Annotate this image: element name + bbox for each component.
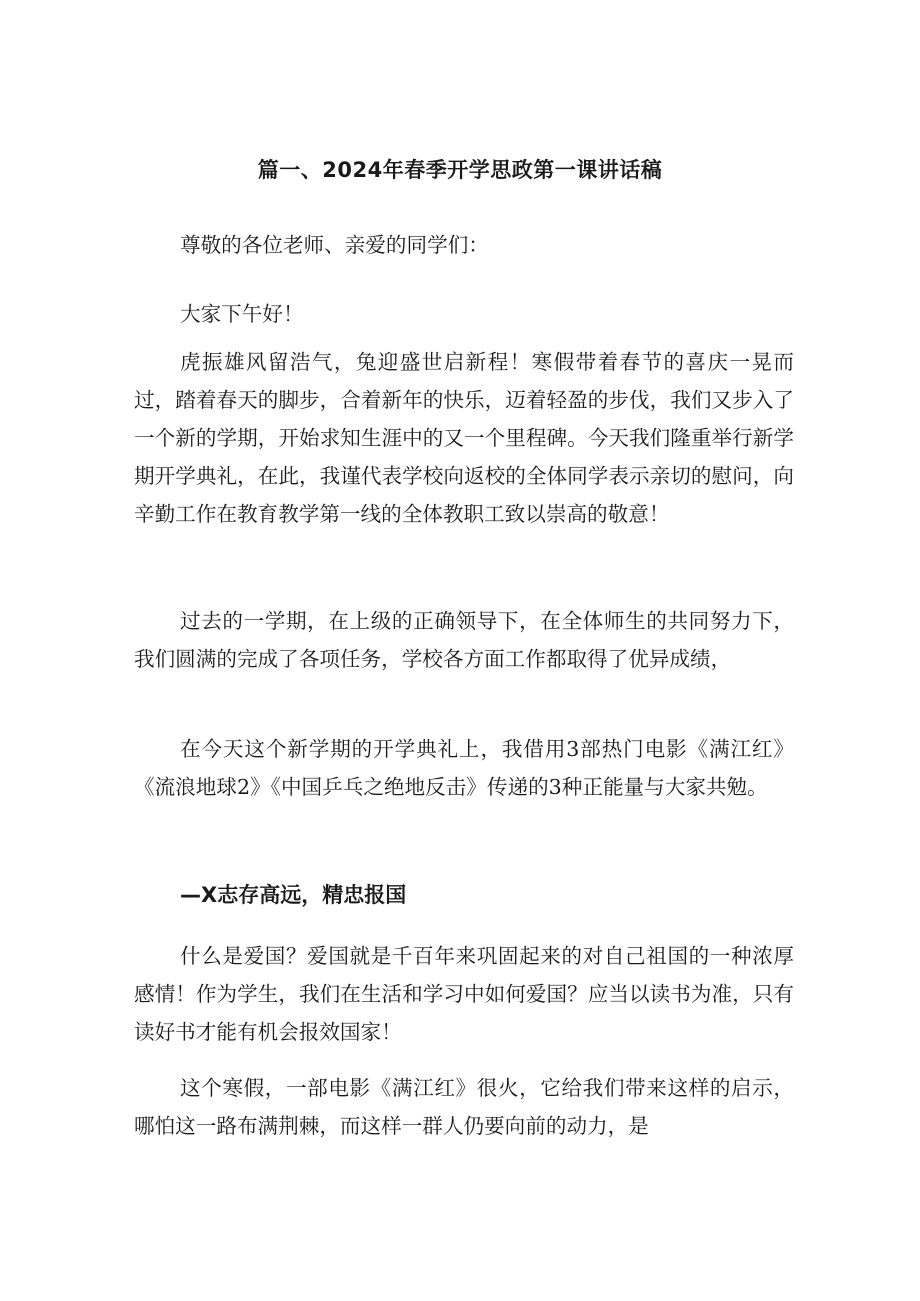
paragraph-films: 在今天这个新学期的开学典礼上，我借用3部热门电影《满江红》《流浪地球2》《中国乒乓之绝地反击》传递的3种正能量与大家共勉。 (134, 737, 794, 799)
paragraph-film-manjianghong: 这个寒假，一部电影《满江红》很火，它给我们带来这样的启示，哪怕这一路布满荆棘，而这样一群人仍要向前的动力，是 (134, 1076, 794, 1138)
paragraph-patriotism: 什么是爱国？爱国就是千百年来巩固起来的对自己祖国的一种浓厚感情！作为学生，我们在生活和学习中如何爱国？应当以读书为准，只有读好书才能有机会报效国家！ (134, 944, 794, 1044)
document-title: 篇一、2024年春季开学思政第一课讲话稿 (257, 158, 663, 182)
greeting: 大家下午好！ (180, 302, 304, 326)
section-heading: —X志存高远，精忠报国 (180, 883, 407, 907)
salutation: 尊敬的各位老师、亲爱的同学们： (180, 233, 489, 257)
paragraph-opening: 虎振雄风留浩气，兔迎盛世启新程！寒假带着春节的喜庆一晃而过，踏着春天的脚步，合着新年的快乐，迈着轻盈的步伐，我们又步入了一个新的学期，开始求知生涯中的又一个里程碑。今天我们隆重举行新学期开学典礼，在此，我谨代表学校向返校的全体同学表示亲切的慰问，向辛勤工作在教育教学第一线的全体教职工致以崇高的敬意！ (134, 350, 794, 526)
paragraph-review: 过去的一学期，在上级的正确领导下，在全体师生的共同努力下，我们圆满的完成了各项任务，学校各方面工作都取得了优异成绩， (134, 609, 794, 671)
